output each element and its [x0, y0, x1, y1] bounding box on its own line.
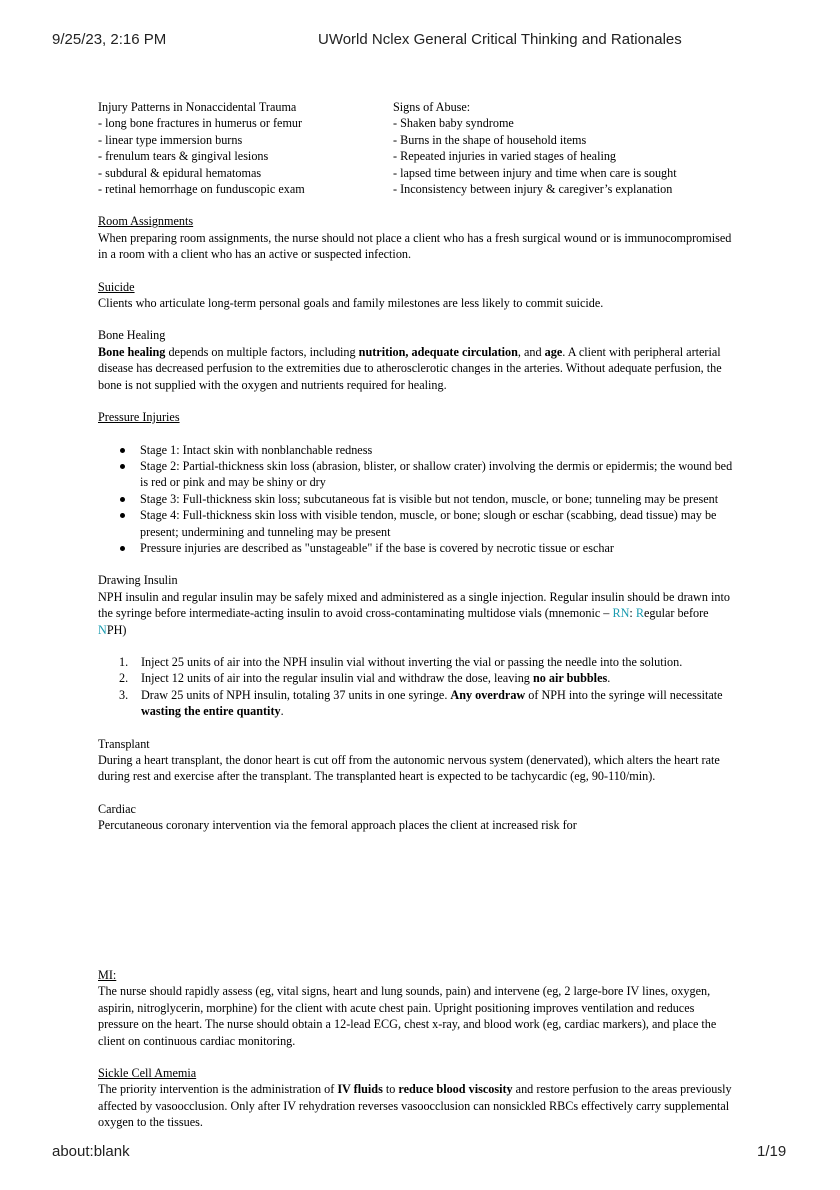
insulin-steps-list — [98, 654, 738, 720]
bold-term: nutrition, adequate circulation — [358, 344, 518, 359]
signs-of-abuse-heading: Signs of Abuse: — [393, 100, 471, 114]
section-heading: MI: — [98, 968, 117, 982]
section-heading: Drawing Insulin — [98, 573, 178, 588]
text-run: egular before — [643, 606, 709, 621]
section-heading: Cardiac — [98, 801, 136, 816]
section-text: Percutaneous coronary intervention via the femoral approach places the client at increased risk for — [98, 818, 577, 833]
room-assignments-section — [98, 213, 738, 262]
transplant-section — [98, 736, 738, 785]
bold-term: age — [544, 344, 563, 359]
two-column-lists — [98, 99, 738, 197]
text-run: . A client with peripheral arterial disease has decreased perfusion to the extremities due to atherosclerotic changes in the arteries. Without adequate perfusion, the bone is not supplied with the oxygen and nutrients required for healing. — [98, 344, 722, 392]
injury-patterns-list — [98, 99, 392, 197]
drawing-insulin-section — [98, 572, 738, 719]
page-break-gap — [0, 906, 840, 964]
list-item: Stage 4: Full-thickness skin loss with visible tendon, muscle, or bone; slough or eschar (scabbing, dead tissue) may be present; undermining and tunneling may be present — [140, 507, 738, 540]
section-heading: Bone Healing — [98, 328, 166, 343]
text-run: Inject 12 units of air into the regular insulin vial and withdraw the dose, leaving — [141, 671, 533, 686]
text-run: depends on multiple factors, including — [165, 344, 359, 359]
section-text: During a heart transplant, the donor heart is cut off from the autonomic nervous system (denervated), which alters the heart rate during rest and exercise after the transplant. The transplanted heart is expected to be tachycardic (eg, 90-110/min). — [98, 753, 720, 784]
print-title: UWorld Nclex General Critical Thinking and Rationales — [318, 31, 682, 48]
document-body-bottom — [98, 967, 738, 1131]
signs-of-abuse-list — [392, 99, 738, 197]
text-run: and restore perfusion to the areas previously affected by vasoocclusion. Only after IV rehydration reverses vasoocclusion can nonsickled RBCs effectively carry supplemental oxygen to the tissues. — [98, 1082, 732, 1130]
list-item: - lapsed time between injury and time when care is sought — [393, 165, 677, 180]
section-heading: Suicide — [98, 279, 135, 294]
bold-term: Any overdraw — [450, 687, 526, 702]
text-run: NPH insulin and regular insulin may be safely mixed and administered as a single injection. Regular insulin should be drawn into the syringe before intermediate-acting insulin to avoid cross-contaminating multidose vials (mnemonic – — [98, 589, 730, 621]
print-datetime: 9/25/23, 2:16 PM — [52, 31, 167, 48]
section-heading: Room Assignments — [98, 214, 194, 229]
mnemonic-n: N — [98, 622, 107, 637]
bold-term: IV fluids — [337, 1082, 383, 1097]
list-item — [119, 654, 738, 670]
text-run: : — [629, 606, 636, 621]
mnemonic-r: R — [635, 606, 644, 621]
print-url: about:blank — [52, 1143, 130, 1160]
list-item: - linear type immersion burns — [98, 132, 243, 147]
mi-section — [98, 967, 738, 1049]
pressure-stages-list — [98, 442, 738, 557]
section-text: Clients who articulate long-term personal goals and family milestones are less likely to commit suicide. — [98, 296, 604, 311]
section-text — [98, 589, 738, 638]
step-number: 2. — [119, 671, 129, 686]
list-item: - Inconsistency between injury & caregiver’s explanation — [393, 182, 673, 197]
text-run: of NPH into the syringe will necessitate — [525, 687, 723, 702]
document-body-top — [98, 99, 738, 834]
list-item: Stage 3: Full-thickness skin loss; subcutaneous fat is visible but not tendon, muscle, or bone; tunneling may be present — [140, 491, 738, 507]
text-run: Draw 25 units of NPH insulin, totaling 37 units in one syringe. — [141, 687, 451, 702]
text-run: . — [607, 671, 611, 686]
list-item: - subdural & epidural hematomas — [98, 165, 262, 180]
section-text — [98, 344, 738, 393]
section-heading: Transplant — [98, 736, 150, 751]
sickle-cell-section — [98, 1065, 738, 1131]
section-heading: Sickle Cell Amemia — [98, 1066, 197, 1081]
bold-term: Bone healing — [98, 344, 166, 359]
step-number: 3. — [119, 687, 129, 702]
bold-term: no air bubbles — [532, 671, 608, 686]
list-item: - retinal hemorrhage on funduscopic exam — [98, 182, 305, 197]
mnemonic-rn: RN — [612, 606, 630, 621]
section-text: The nurse should rapidly assess (eg, vital signs, heart and lung sounds, pain) and intervene (eg, 2 large-bore IV lines, oxygen, aspirin, nitroglycerin, morphine) for the client with acute chest pain. Upright positioning improves ventilation and reduces pressure on the heart. The nurse should obtain a 12-lead ECG, chest x-ray, and blood work (eg, cardiac markers), and place the client on continuous cardiac monitoring. — [98, 984, 717, 1048]
bone-healing-section — [98, 327, 738, 393]
section-text: When preparing room assignments, the nurse should not place a client who has a fresh surgical wound or is immunocompromised in a room with a client who has an active or suspected infection. — [98, 230, 732, 262]
bold-term: reduce blood viscosity — [398, 1082, 513, 1097]
list-item: - Burns in the shape of household items — [393, 132, 587, 147]
list-item: Stage 1: Intact skin with nonblanchable redness — [140, 442, 738, 458]
text-run: Inject 25 units of air into the NPH insulin vial without inverting the vial or passing the needle into the solution. — [141, 654, 683, 669]
pressure-injuries-section — [98, 409, 738, 556]
list-item: - long bone fractures in humerus or femur — [98, 116, 303, 131]
text-run: , and — [517, 344, 545, 359]
section-heading: Pressure Injuries — [98, 410, 180, 425]
text-run: PH) — [106, 622, 127, 637]
list-item: Pressure injuries are described as "unstageable" if the base is covered by necrotic tissue or eschar — [140, 540, 738, 556]
suicide-section — [98, 279, 738, 312]
text-run: to — [382, 1082, 399, 1097]
list-item: Stage 2: Partial-thickness skin loss (abrasion, blister, or shallow crater) involving the dermis or epidermis; the wound bed is red or pink and may be shiny or dry — [140, 458, 738, 491]
step-number: 1. — [119, 654, 129, 669]
list-item: - Shaken baby syndrome — [393, 116, 514, 131]
cardiac-section — [98, 801, 738, 834]
injury-patterns-heading: Injury Patterns in Nonaccidental Trauma — [98, 100, 297, 114]
list-item: - Repeated injuries in varied stages of healing — [393, 149, 617, 164]
bold-term: wasting the entire quantity — [141, 704, 281, 719]
text-run: The priority intervention is the administration of — [98, 1082, 338, 1097]
list-item — [119, 670, 738, 686]
list-item — [119, 687, 738, 720]
page-number: 1/19 — [757, 1143, 787, 1160]
section-text — [98, 1081, 738, 1130]
list-item: - frenulum tears & gingival lesions — [98, 149, 269, 164]
text-run: . — [280, 704, 284, 719]
